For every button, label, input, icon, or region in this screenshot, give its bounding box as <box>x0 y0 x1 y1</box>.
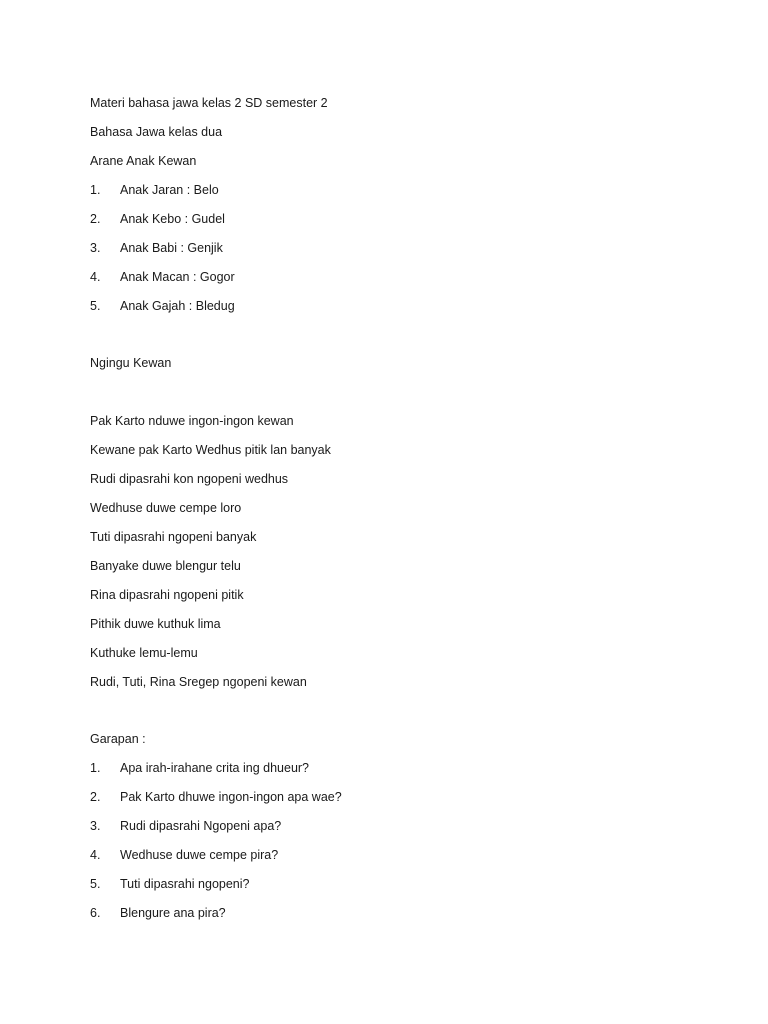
story-line: Tuti dipasrahi ngopeni banyak <box>90 530 257 544</box>
story-line: Banyake duwe blengur telu <box>90 559 241 573</box>
question-item: Blengure ana pira? <box>120 906 226 920</box>
list-item-number: 2. <box>90 212 101 226</box>
story-line: Kewane pak Karto Wedhus pitik lan banyak <box>90 443 331 457</box>
list-item-number: 1. <box>90 183 101 197</box>
question-item: Wedhuse duwe cempe pira? <box>120 848 279 862</box>
list-item: Anak Gajah : Bledug <box>120 299 235 313</box>
story-line: Pak Karto nduwe ingon-ingon kewan <box>90 414 294 428</box>
question-number: 6. <box>90 906 101 920</box>
story-line: Pithik duwe kuthuk lima <box>90 617 221 631</box>
question-item: Apa irah-irahane crita ing dhueur? <box>120 761 310 775</box>
section-heading-garapan: Garapan : <box>90 732 146 746</box>
story-line: Wedhuse duwe cempe loro <box>90 501 242 515</box>
story-line: Rina dipasrahi ngopeni pitik <box>90 588 244 602</box>
question-number: 5. <box>90 877 101 891</box>
question-item: Tuti dipasrahi ngopeni? <box>120 877 250 891</box>
story-line: Rudi dipasrahi kon ngopeni wedhus <box>90 472 289 486</box>
question-number: 2. <box>90 790 101 804</box>
list-item-number: 5. <box>90 299 101 313</box>
document-subtitle: Bahasa Jawa kelas dua <box>90 125 223 139</box>
document-title: Materi bahasa jawa kelas 2 SD semester 2 <box>90 96 328 110</box>
question-item: Rudi dipasrahi Ngopeni apa? <box>120 819 282 833</box>
list-item: Anak Babi : Genjik <box>120 241 223 255</box>
list-item: Anak Kebo : Gudel <box>120 212 225 226</box>
question-item: Pak Karto dhuwe ingon-ingon apa wae? <box>120 790 342 804</box>
list-item: Anak Jaran : Belo <box>120 183 219 197</box>
section-heading-ngingu-kewan: Ngingu Kewan <box>90 356 172 370</box>
story-line: Kuthuke lemu-lemu <box>90 646 198 660</box>
list-item-number: 3. <box>90 241 101 255</box>
question-number: 1. <box>90 761 101 775</box>
list-item: Anak Macan : Gogor <box>120 270 235 284</box>
list-item-number: 4. <box>90 270 101 284</box>
section-heading-arane-anak-kewan: Arane Anak Kewan <box>90 154 197 168</box>
story-line: Rudi, Tuti, Rina Sregep ngopeni kewan <box>90 675 307 689</box>
question-number: 4. <box>90 848 101 862</box>
question-number: 3. <box>90 819 101 833</box>
